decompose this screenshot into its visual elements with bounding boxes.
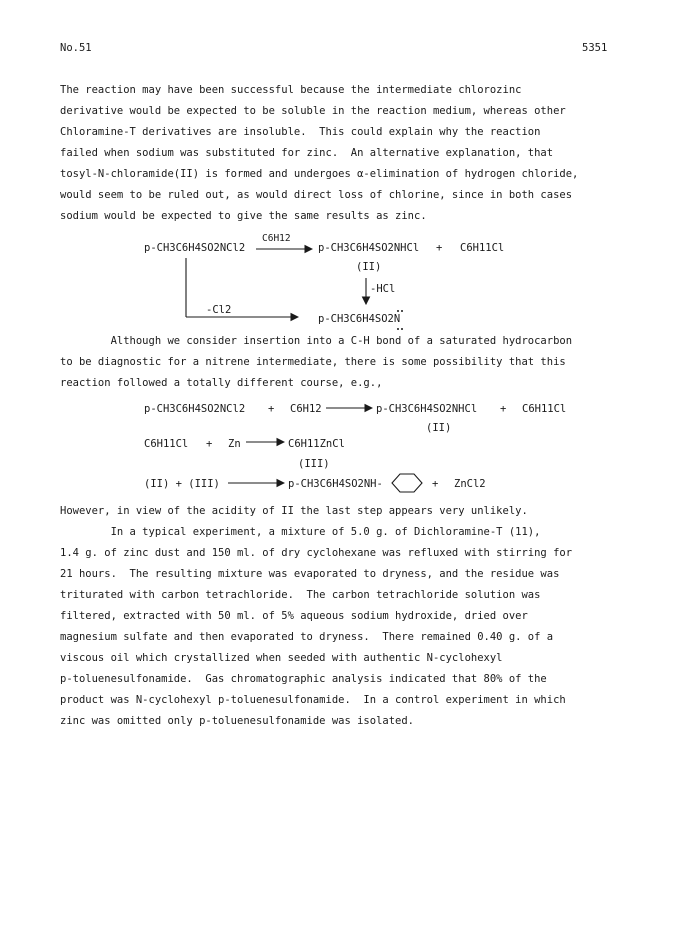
cyclohexane-ring-icon xyxy=(392,474,422,492)
scheme2-row1-reagent: C6H12 xyxy=(290,403,322,415)
text-line: would seem to be ruled out, as would direct loss of chlorine, since in both cases xyxy=(60,189,573,201)
scheme2-row2-reagent: Zn xyxy=(228,438,241,450)
scheme1-plus: + xyxy=(436,242,443,254)
scheme2-row2-label: (III) xyxy=(298,458,330,470)
text-line: viscous oil which crystallized when seeded with authentic N-cyclohexyl xyxy=(60,652,503,664)
text-line: sodium would be expected to give the same results as zinc. xyxy=(60,210,427,222)
scheme1-product: p-CH3C6H4SO2NHCl xyxy=(318,242,420,254)
text-line: zinc was omitted only p-toluenesulfonamide was isolated. xyxy=(60,715,415,727)
scheme1-arrow-label: C6H12 xyxy=(262,233,291,244)
scheme2-row3-reactants: (II) + (III) xyxy=(144,478,220,490)
page-journal-number: No.51 xyxy=(60,42,92,54)
scheme2-row1-label: (II) xyxy=(426,422,452,434)
scheme2-row2-product: C6H11ZnCl xyxy=(288,438,345,450)
text-line: failed when sodium was substituted for zinc. An alternative explanation, that xyxy=(60,147,554,159)
scheme2-row3-plus: + xyxy=(432,478,439,490)
scheme2-row2-reactant: C6H11Cl xyxy=(144,438,189,450)
text-line: filtered, extracted with 50 ml. of 5% aqueous sodium hydroxide, dried over xyxy=(60,610,528,622)
text-line: tosyl-N-chloramide(II) is formed and undergoes α-elimination of hydrogen chloride, xyxy=(60,168,579,180)
text-line: triturated with carbon tetrachloride. The carbon tetrachloride solution was xyxy=(60,589,541,601)
scheme2-row3-side-product: ZnCl2 xyxy=(454,478,486,490)
text-line: 1.4 g. of zinc dust and 150 ml. of dry cyclohexane was refluxed with stirring for xyxy=(60,547,573,559)
scheme1-reactant: p-CH3C6H4SO2NCl2 xyxy=(144,242,246,254)
text-line: Although we consider insertion into a C-H bond of a saturated hydrocarbon xyxy=(60,335,573,347)
text-line: p-toluenesulfonamide. Gas chromatographic analysis indicated that 80% of the xyxy=(60,673,547,685)
scheme2-row1-reactant: p-CH3C6H4SO2NCl2 xyxy=(144,403,246,415)
nitrene-dots-icon xyxy=(397,310,403,330)
text-line: 21 hours. The resulting mixture was evaporated to dryness, and the residue was xyxy=(60,568,560,580)
text-line: In a typical experiment, a mixture of 5.0 g. of Dichloramine-T (11), xyxy=(60,526,541,538)
scheme1-elimination-label: -HCl xyxy=(370,283,396,295)
text-line: magnesium sulfate and then evaporated to dryness. There remained 0.40 g. of a xyxy=(60,631,554,643)
text-line: product was N-cyclohexyl p-toluenesulfonamide. In a control experiment in which xyxy=(60,694,566,706)
text-line: However, in view of the acidity of II the last step appears very unlikely. xyxy=(60,505,528,517)
text-line: derivative would be expected to be soluble in the reaction medium, whereas other xyxy=(60,105,566,117)
scheme2-row1-side-product: C6H11Cl xyxy=(522,403,567,415)
page-number: 5351 xyxy=(582,42,608,54)
text-line: reaction followed a totally different course, e.g., xyxy=(60,377,383,389)
scheme2-row1-plus: + xyxy=(268,403,275,415)
scheme1-nitrene: p-CH3C6H4SO2N xyxy=(318,313,401,325)
text-line: The reaction may have been successful because the intermediate chlorozinc xyxy=(60,84,522,96)
scheme2-row1-plus2: + xyxy=(500,403,507,415)
text-line: to be diagnostic for a nitrene intermediate, there is some possibility that this xyxy=(60,356,566,368)
scheme2-row1-product: p-CH3C6H4SO2NHCl xyxy=(376,403,478,415)
scheme2-row3-product: p-CH3C6H4SO2NH- xyxy=(288,478,383,490)
text-line: Chloramine-T derivatives are insoluble. This could explain why the reaction xyxy=(60,126,541,138)
scheme2-row2-plus: + xyxy=(206,438,213,450)
scheme1-compound-label: (II) xyxy=(356,261,382,273)
scheme1-side-product: C6H11Cl xyxy=(460,242,505,254)
scheme1-chlorine-loss-label: -Cl2 xyxy=(206,304,232,316)
